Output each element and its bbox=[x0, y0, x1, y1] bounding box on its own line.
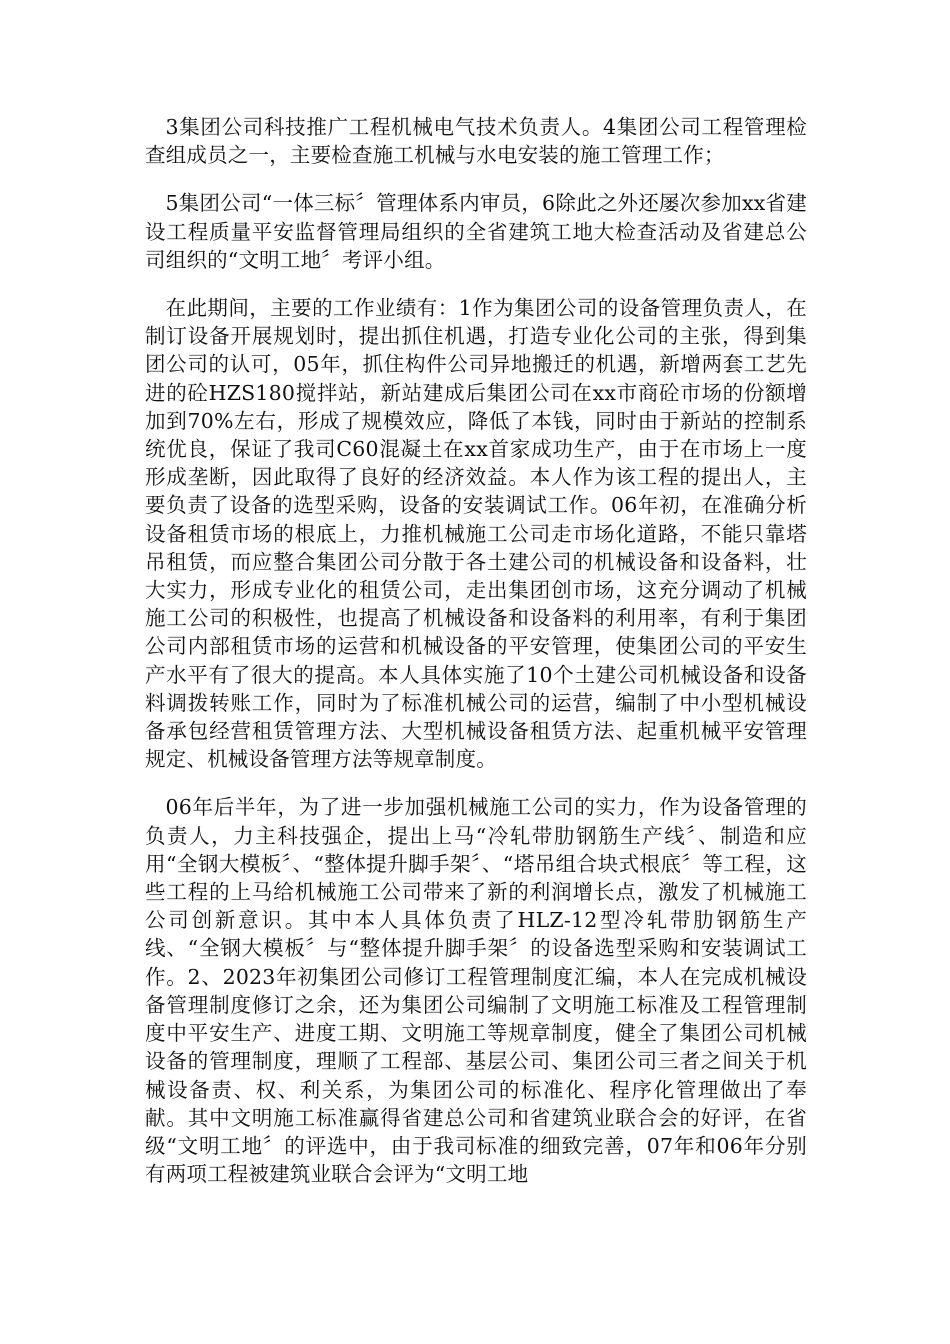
document-body bbox=[145, 113, 807, 1208]
paragraph-2: 5集团公司“一体三标〞管理体系内审员，6除此之外还屡次参加xx省建设工程质量平安监督管理局组织的全省建筑工地大检查活动及省建总公司组织的“文明工地〞考评小组。 bbox=[145, 191, 807, 272]
paragraph-1: 3集团公司科技推广工程机械电气技术负责人。4集团公司工程管理检查组成员之一，主要检查施工机械与水电安装的施工管理工作； bbox=[145, 115, 807, 168]
paragraph-3: 在此期间，主要的工作业绩有：1作为集团公司的设备管理负责人，在制订设备开展规划时，提出抓住机遇，打造专业化公司的主张，得到集团公司的认可，05年，抓住构件公司异地搬迁的机遇，新增两套工艺先进的砼HZS180搅拌站，新站建成后集团公司在xx市商砼市场的份额增加到70%左右，形成了规模效应，降低了本钱，同时由于新站的控制系统优良，保证了我司C60混凝土在xx首家成功生产，由于在市场上一度形成垄断，因此取得了良好的经济效益。本人作为该工程的提出人，主要负责了设备的选型采购，设备的安装调试工作。06年初，在准确分析设备租赁市场的根底上，力推机械施工公司走市场化道路，不能只靠塔吊租赁，而应整合集团公司分散于各土建公司的机械设备和设备料，壮大实力，形成专业化的租赁公司，走出集团创市场，这充分调动了机械施工公司的积极性，也提高了机械设备和设备料的利用率，有利于集团公司内部租赁市场的运营和机械设备的平安管理，使集团公司的平安生产水平有了很大的提高。本人具体实施了10个土建公司机械设备和设备料调拨转账工作，同时为了标准机械公司的运营，编制了中小型机械设备承包经营租赁管理方法、大型机械设备租赁方法、起重机械平安管理规定、机械设备管理方法等规章制度。 bbox=[145, 296, 807, 772]
paragraph-4: 06年后半年，为了进一步加强机械施工公司的实力，作为设备管理的负责人，力主科技强企，提出上马“冷轧带肋钢筋生产线〞、制造和应用“全钢大模板〞、“整体提升脚手架〞、“塔吊组合块式根底〞等工程，这些工程的上马给机械施工公司带来了新的利润增长点，激发了机械施工公司创新意识。其中本人具体负责了HLZ-12型冷轧带肋钢筋生产线、“全钢大模板〞与“整体提升脚手架〞的设备选型采购和安装调试工作。2、2023年初集团公司修订工程管理制度汇编，本人在完成机械设备管理制度修订之余，还为集团公司编制了文明施工标准及工程管理制度中平安生产、进度工期、文明施工等规章制度，健全了集团公司机械设备的管理制度，理顺了工程部、基层公司、集团公司三者之间关于机械设备责、权、利关系，为集团公司的标准化、程序化管理做出了奉献。其中文明施工标准赢得省建总公司和省建筑业联合会的好评，在省级“文明工地〞的评选中，由于我司标准的细致完善，07年和06年分别有两项工程被建筑业联合会评为“文明工地 bbox=[145, 795, 807, 1187]
